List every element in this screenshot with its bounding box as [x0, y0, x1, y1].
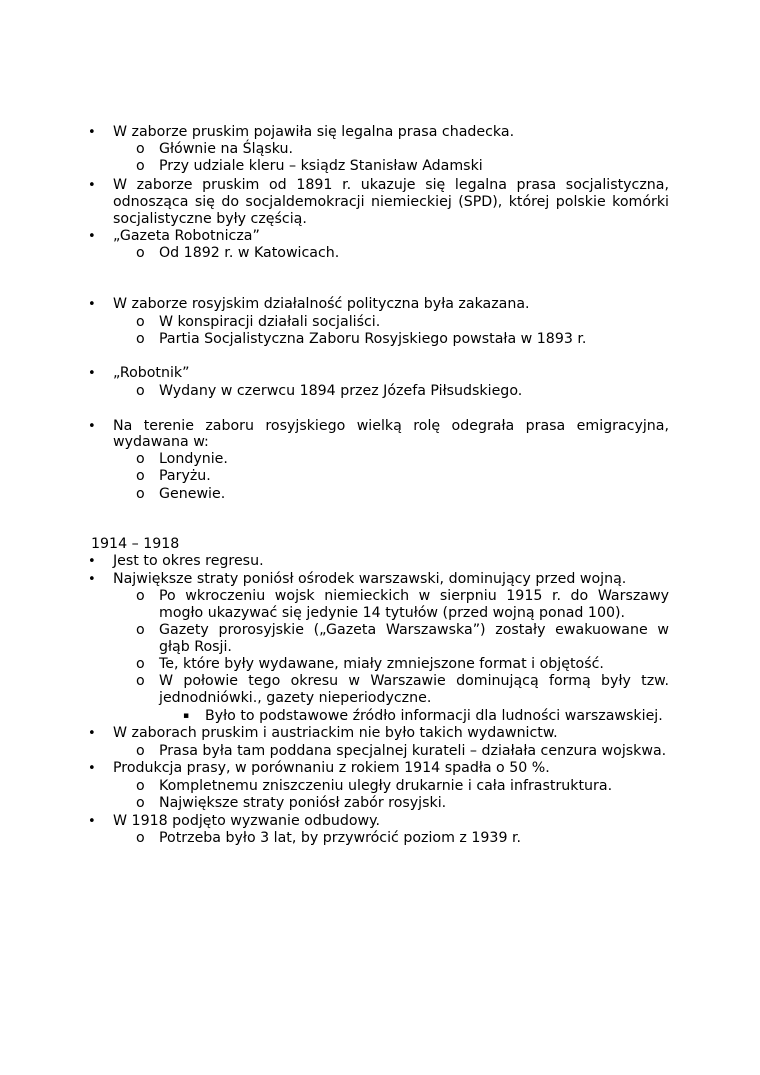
sub-bullet-icon: o	[136, 468, 145, 484]
sub-list-item: Głównie na Śląsku.	[159, 141, 293, 157]
sub-list-item: Prasa była tam poddana specjalnej kurateli – działała cenzura wojskwa.	[159, 743, 667, 759]
bullet-icon: •	[88, 178, 96, 193]
list-item: Jest to okres regresu.	[113, 553, 264, 569]
sub-list-item-line: W połowie tego okresu w Warszawie dominującą formą były tzw.	[159, 673, 669, 689]
sub-bullet-icon: o	[136, 141, 145, 157]
sub-list-item: Te, które były wydawane, miały zmniejszone format i objętość.	[159, 656, 604, 672]
list-item-line: odnosząca się do socjaldemokracji niemieckiej (SPD), której polskie komórki	[113, 194, 669, 210]
bullet-icon: •	[88, 297, 96, 312]
bullet-icon: •	[88, 572, 96, 587]
bullet-icon: •	[88, 229, 96, 244]
sub-bullet-icon: o	[136, 245, 145, 261]
bullet-icon: •	[88, 554, 96, 569]
sub-list-item: Od 1892 r. w Katowicach.	[159, 245, 340, 261]
sub-bullet-icon: o	[136, 673, 145, 689]
sub-list-item: Kompletnemu zniszczeniu uległy drukarnie i cała infrastruktura.	[159, 778, 613, 794]
sub-list-item: Londynie.	[159, 451, 228, 467]
list-item: W zaborze pruskim pojawiła się legalna prasa chadecka.	[113, 124, 515, 140]
list-item: „Robotnik”	[113, 365, 190, 381]
sub-bullet-icon: o	[136, 830, 145, 846]
sub-list-item: Partia Socjalistyczna Zaboru Rosyjskiego powstała w 1893 r.	[159, 331, 587, 347]
sub-bullet-icon: o	[136, 656, 145, 672]
sub-bullet-icon: o	[136, 486, 145, 502]
square-bullet-icon: ▪	[183, 711, 190, 721]
sub-list-item: Genewie.	[159, 486, 226, 502]
sub-list-item-line: głąb Rosji.	[159, 639, 232, 655]
list-item-line: socjalistyczne były częścią.	[113, 211, 307, 227]
list-item: Największe straty poniósł ośrodek warszawski, dominujący przed wojną.	[113, 571, 627, 587]
sub-bullet-icon: o	[136, 158, 145, 174]
list-item-line: Na terenie zaboru rosyjskiego wielką rolę odegrała prasa emigracyjna,	[113, 418, 669, 434]
list-item: Produkcja prasy, w porównaniu z rokiem 1914 spadła o 50 %.	[113, 760, 550, 776]
sub-bullet-icon: o	[136, 622, 145, 638]
list-item: „Gazeta Robotnicza”	[113, 228, 260, 244]
sub-list-item: Paryżu.	[159, 468, 211, 484]
sub-list-item: Potrzeba było 3 lat, by przywrócić poziom z 1939 r.	[159, 830, 522, 846]
sub-list-item-line: Gazety prorosyjskie („Gazeta Warszawska”) zostały ewakuowane w	[159, 622, 669, 638]
sub-list-item-line: mogło ukazywać się jedynie 14 tytułów (przed wojną ponad 100).	[159, 605, 626, 621]
sub-bullet-icon: o	[136, 795, 145, 811]
bullet-icon: •	[88, 761, 96, 776]
section-heading: 1914 – 1918	[91, 536, 180, 552]
sub-bullet-icon: o	[136, 451, 145, 467]
sub-list-item: Największe straty poniósł zabór rosyjski.	[159, 795, 447, 811]
bullet-icon: •	[88, 814, 96, 829]
bullet-icon: •	[88, 125, 96, 140]
list-item-line: W zaborze pruskim od 1891 r. ukazuje się legalna prasa socjalistyczna,	[113, 177, 669, 193]
sub-bullet-icon: o	[136, 314, 145, 330]
list-item: W zaborach pruskim i austriackim nie było takich wydawnictw.	[113, 725, 558, 741]
sub-list-item: W konspiracji działali socjaliści.	[159, 314, 381, 330]
sub-sub-list-item: Było to podstawowe źródło informacji dla ludności warszawskiej.	[205, 708, 663, 724]
sub-bullet-icon: o	[136, 743, 145, 759]
sub-bullet-icon: o	[136, 383, 145, 399]
list-item-line: wydawana w:	[113, 434, 209, 450]
bullet-icon: •	[88, 366, 96, 381]
sub-list-item-line: Po wkroczeniu wojsk niemieckich w sierpniu 1915 r. do Warszawy	[159, 588, 669, 604]
bullet-icon: •	[88, 726, 96, 741]
bullet-icon: •	[88, 419, 96, 434]
list-item: W zaborze rosyjskim działalność polityczna była zakazana.	[113, 296, 530, 312]
sub-bullet-icon: o	[136, 588, 145, 604]
sub-bullet-icon: o	[136, 778, 145, 794]
sub-list-item-line: jednodniówki., gazety nieperiodyczne.	[159, 690, 432, 706]
list-item: W 1918 podjęto wyzwanie odbudowy.	[113, 813, 381, 829]
sub-list-item: Wydany w czerwcu 1894 przez Józefa Piłsudskiego.	[159, 383, 523, 399]
sub-bullet-icon: o	[136, 331, 145, 347]
sub-list-item: Przy udziale kleru – ksiądz Stanisław Adamski	[159, 158, 483, 174]
